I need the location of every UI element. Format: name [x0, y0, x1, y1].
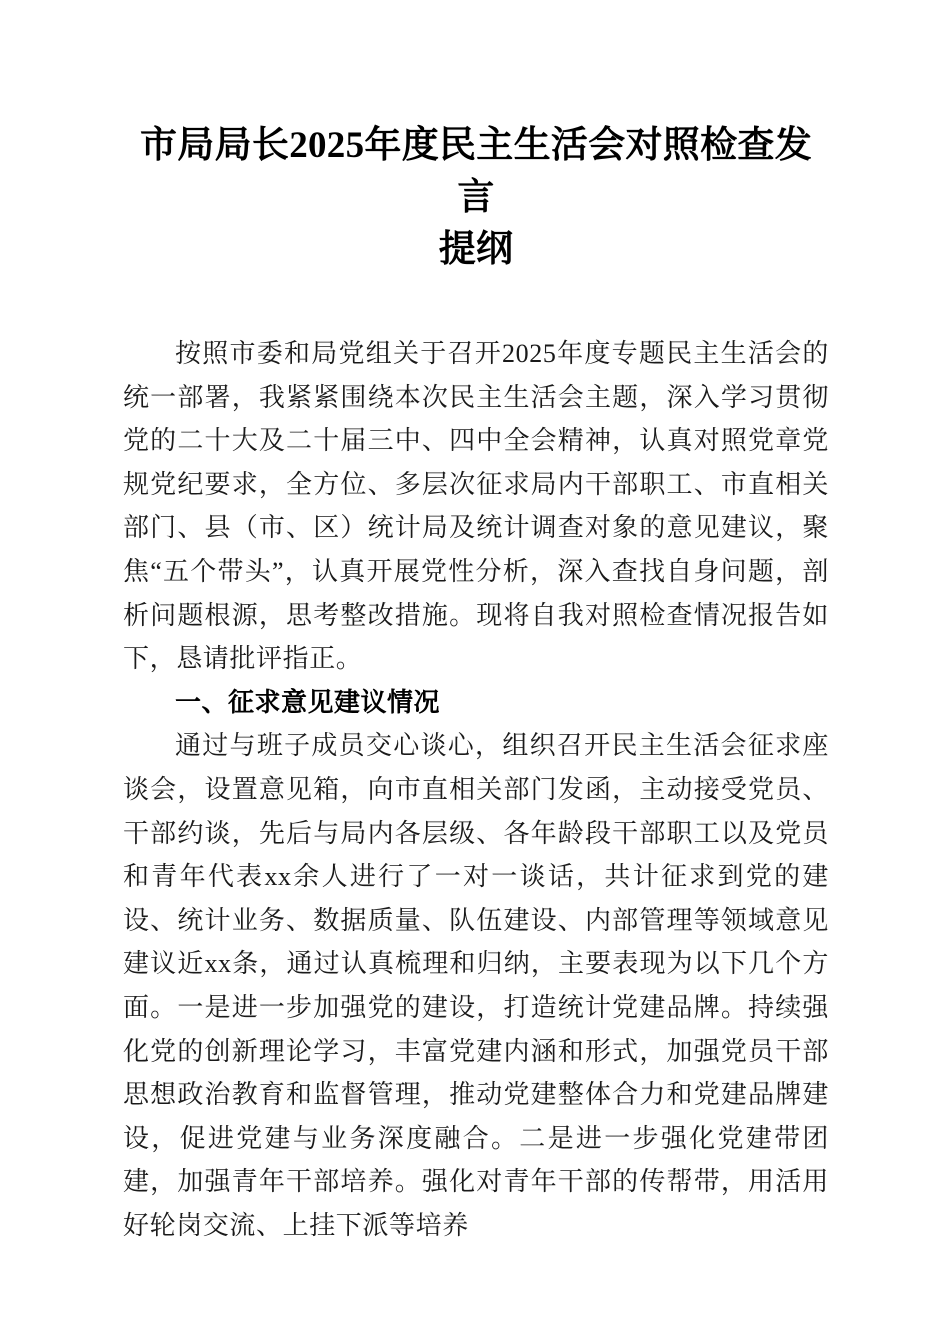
document-content: [123, 120, 829, 1247]
title-spacer: [123, 276, 829, 332]
page-title-line-1: 市局局长2025年度民主生活会对照检查发言: [140, 125, 812, 218]
section-1-paragraph: 通过与班子成员交心谈心，组织召开民主生活会征求座谈会，设置意见箱，向市直相关部门发函，主动接受党员、干部约谈，先后与局内各层级、各年龄段干部职工以及党员和青年代表xx余人进行了一对一谈话，共计征求到党的建设、统计业务、数据质量、队伍建设、内部管理等领域意见建议近xx条，通过认真梳理和归纳，主要表现为以下几个方面。一是进一步加强党的建设，打造统计党建品牌。持续强化党的创新理论学习，丰富党建内涵和形式，加强党员干部思想政治教育和监督管理，推动党建整体合力和党建品牌建设，促进党建与业务深度融合。二是进一步强化党建带团建，加强青年干部培养。强化对青年干部的传帮带，用活用好轮岗交流、上挂下派等培养: [123, 731, 829, 1240]
page-title: [123, 120, 829, 276]
intro-paragraph: 按照市委和局党组关于召开2025年度专题民主生活会的统一部署，我紧紧围绕本次民主生活会主题，深入学习贯彻党的二十大及二十届三中、四中全会精神，认真对照党章党规党纪要求，全方位、多层次征求局内干部职工、市直相关部门、县（市、区）统计局及统计调查对象的意见建议，聚焦“五个带头”，认真开展党性分析，深入查找自身问题，剖析问题根源，思考整改措施。现将自我对照检查情况报告如下，恳请批评指正。: [123, 339, 829, 674]
section-heading-1: 一、征求意见建议情况: [175, 686, 441, 717]
page-title-line-2: 提纲: [438, 229, 514, 270]
